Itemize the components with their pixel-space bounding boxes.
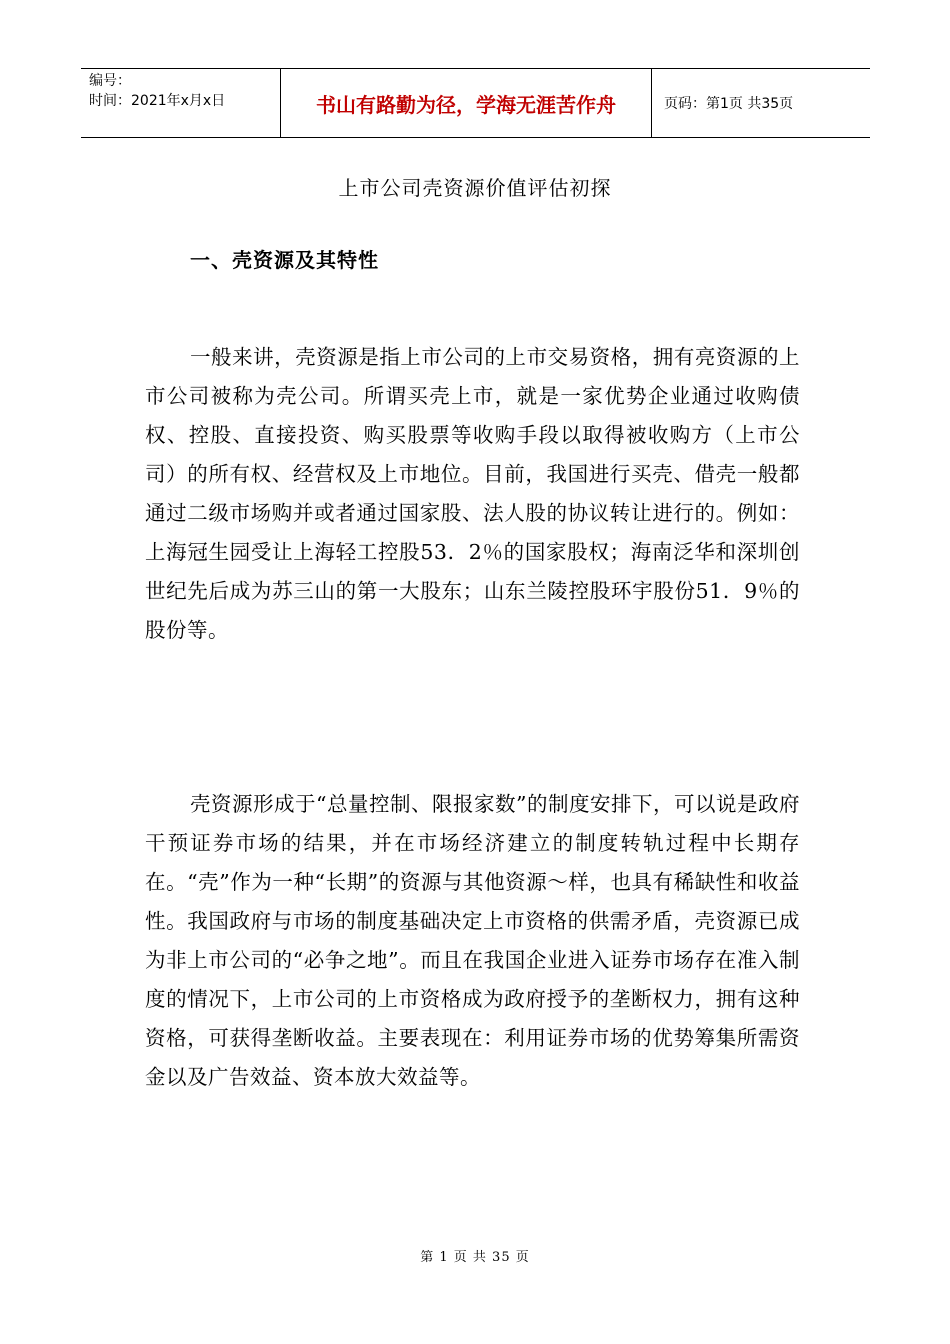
page-header [81,68,870,138]
header-motto: 书山有路勤为径，学海无涯苦作舟 [281,69,652,137]
document-number-label: 编号： [89,73,131,89]
paragraph: 一般来讲，壳资源是指上市公司的上市交易资格，拥有亮资源的上市公司被称为壳公司。所谓买壳上市，就是一家优势企业通过收购债权、控股、直接投资、购买股票等收购手段以取得被收购方（上市公司）的所有权、经营权及上市地位。目前，我国进行买壳、借壳一般都通过二级市场购并或者通过国家股、法人股的协议转让进行的。例如：上海冠生园受让上海轻工控股53．2％的国家股权；海南泛华和深圳创世纪先后成为苏三山的第一大股东；山东兰陵控股环宇股份51．9％的股份等。 [145,345,800,642]
document-title: 上市公司壳资源价值评估初探 [338,176,612,200]
page-footer: 第 1 页 共 35 页 [420,1250,530,1265]
header-meta [81,69,281,137]
header-page-info: 页码：第1页 共35页 [664,96,794,112]
section-heading: 一、壳资源及其特性 [190,248,379,272]
paragraph: 壳资源形成于“总量控制、限报家数”的制度安排下，可以说是政府干预证券市场的结果，并在市场经济建立的制度转轨过程中长期存在。“壳”作为一种“长期”的资源与其他资源～样，也具有稀缺性和收益性。我国政府与市场的制度基础决定上市资格的供需矛盾，壳资源已成为非上市公司的“必争之地”。而且在我国企业进入证券市场存在准入制度的情况下，上市公司的上市资格成为政府授予的垄断权力，拥有这种资格，可获得垄断收益。主要表现在：利用证券市场的优势筹集所需资金以及广告效益、资本放大效益等。 [145,792,800,1089]
document-date: 时间：2021年x月x日 [89,93,226,109]
